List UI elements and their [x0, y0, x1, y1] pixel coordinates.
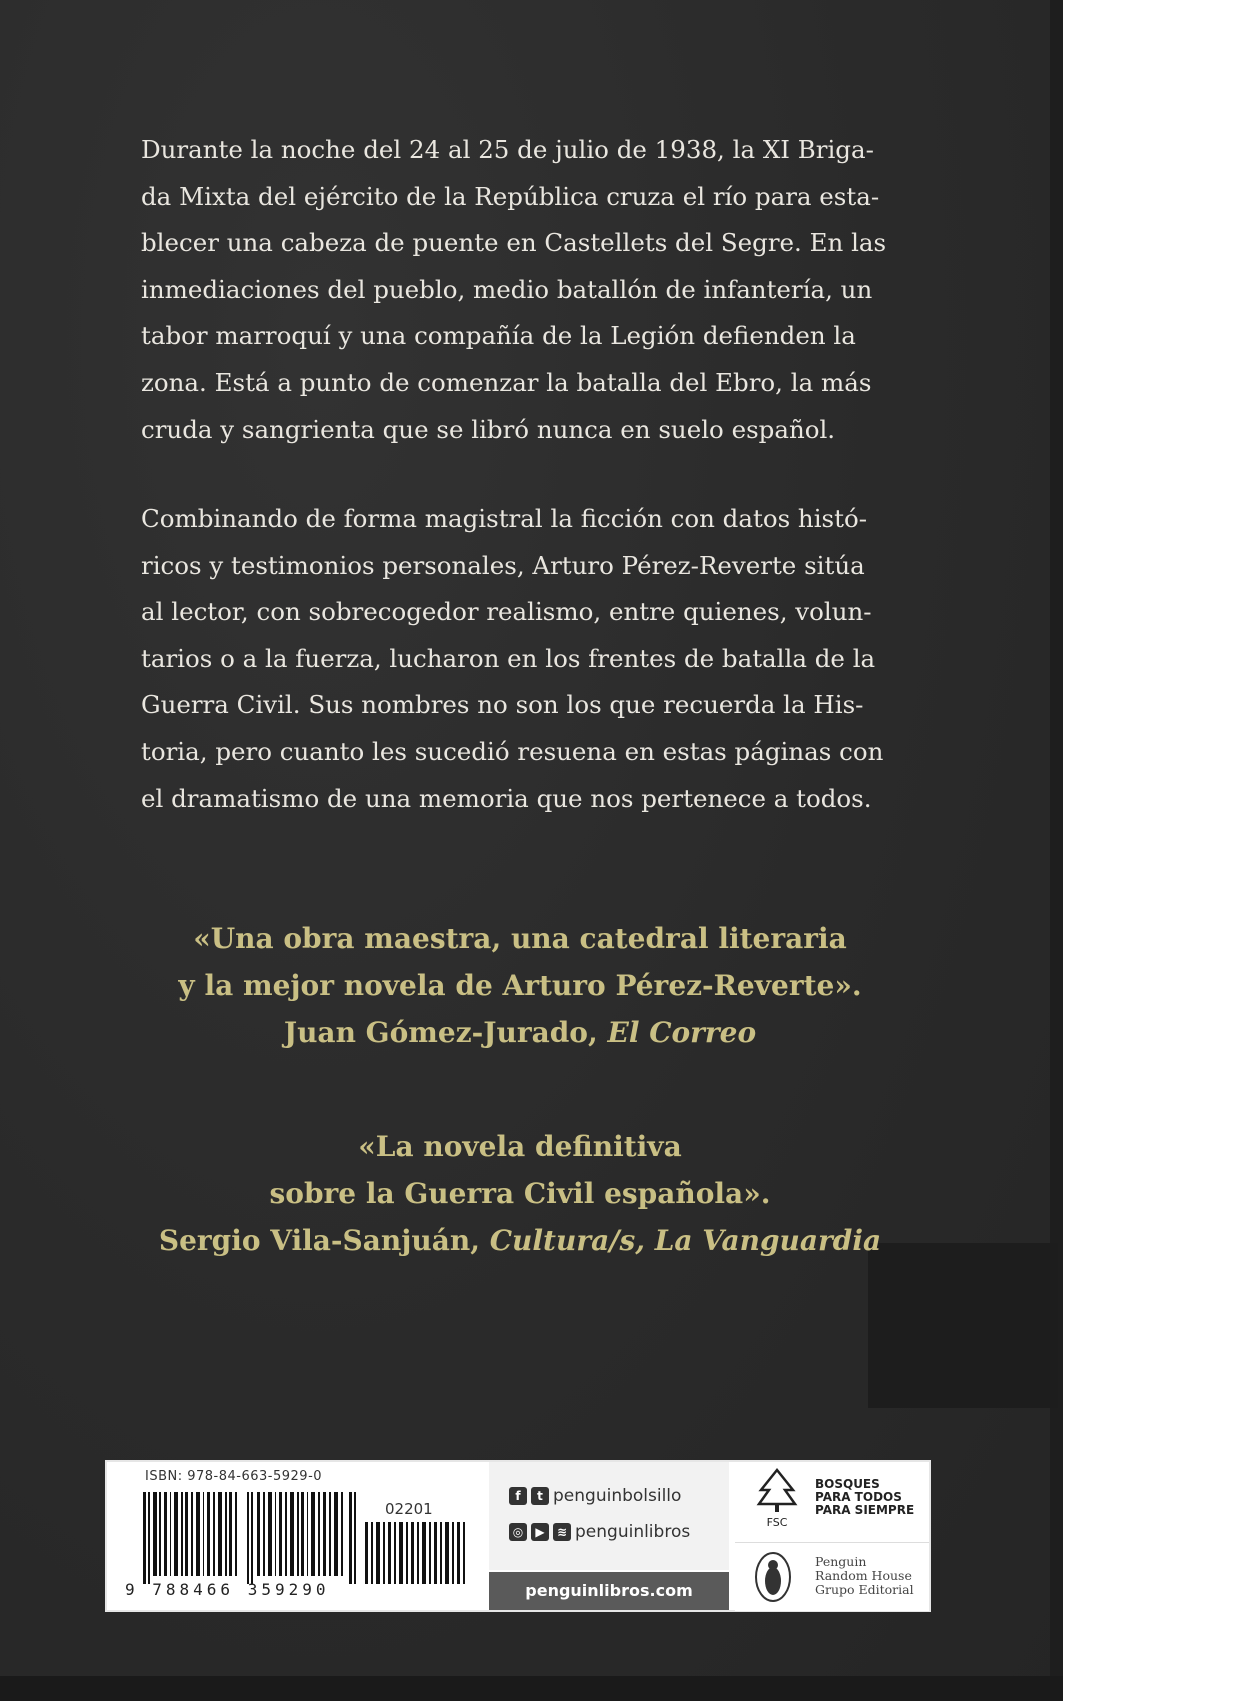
synopsis-line: el dramatismo de una memoria que nos pertenece a todos. [141, 783, 872, 813]
quote-author: Sergio Vila-Sanjuán, [158, 1224, 481, 1257]
quote-line: «Una obra maestra, una catedral literaria [193, 922, 847, 955]
fsc-slogan-line: BOSQUES [815, 1477, 880, 1491]
synopsis-line: toria, pero cuanto les sucedió resuena en estas páginas con [141, 736, 884, 766]
website-link[interactable]: penguinlibros.com [489, 1572, 729, 1610]
quote-outlet: El Correo [607, 1016, 757, 1049]
dark-patch [868, 1243, 1058, 1408]
cover-edge [1050, 0, 1063, 1701]
penguin-logo-icon [753, 1551, 793, 1603]
synopsis-line: inmediaciones del pueblo, medio batallón de infantería, un [141, 274, 873, 304]
addon-barcode-icon [363, 1522, 473, 1584]
quote-author: Juan Gómez-Jurado, [283, 1016, 598, 1049]
synopsis-line: cruda y sangrienta que se libró nunca en suelo español. [141, 414, 836, 444]
publisher-name [815, 1555, 914, 1597]
quote-source [120, 1217, 920, 1264]
barcode-block [107, 1462, 484, 1610]
publisher-block [735, 1542, 929, 1611]
publisher-line: Grupo Editorial [815, 1582, 914, 1597]
quote-outlet: Cultura/s, La Vanguardia [489, 1224, 882, 1257]
review-quote-1 [120, 915, 920, 1056]
synopsis-paragraph-1 [141, 127, 899, 453]
social-block [489, 1462, 729, 1570]
publisher-line: Penguin [815, 1554, 867, 1569]
quote-line: «La novela definitiva [358, 1130, 682, 1163]
synopsis-line: ricos y testimonios personales, Arturo Pérez-Reverte sitúa [141, 550, 865, 580]
synopsis-line: al lector, con sobrecogedor realismo, entre quienes, volun- [141, 597, 872, 627]
fsc-block [735, 1462, 929, 1538]
spotify-icon: ≋ [553, 1523, 571, 1541]
fsc-label: FSC [766, 1516, 788, 1528]
twitter-icon: t [531, 1487, 549, 1505]
cover-bottom-edge [0, 1676, 1063, 1701]
quote-source [120, 1009, 920, 1056]
barcode-panel [107, 1462, 929, 1610]
isbn-label: ISBN: 978-84-663-5929-0 [145, 1469, 323, 1484]
fsc-slogan-line: PARA SIEMPRE [815, 1503, 915, 1517]
synopsis-line: tarios o a la fuerza, lucharon en los frentes de batalla de la [141, 643, 876, 673]
price-code: 02201 [385, 1500, 433, 1518]
quote-line: y la mejor novela de Arturo Pérez-Reverte». [178, 969, 862, 1002]
synopsis-line: Combinando de forma magistral la ficción con datos histó- [141, 504, 867, 533]
synopsis-line: Durante la noche del 24 al 25 de julio de 1938, la XI Briga- [141, 135, 874, 164]
synopsis-paragraph-2 [141, 496, 899, 822]
barcode-icon [143, 1492, 359, 1584]
social-row-2[interactable] [509, 1522, 690, 1542]
synopsis-line: Guerra Civil. Sus nombres no son los que recuerda la His- [141, 690, 864, 720]
publisher-line: Random House [815, 1568, 912, 1583]
synopsis-line: blecer una cabeza de puente en Castellets del Segre. En las [141, 228, 887, 258]
social-row-1[interactable] [509, 1486, 681, 1506]
synopsis-line: zona. Está a punto de comenzar la batalla del Ebro, la más [141, 367, 872, 397]
synopsis-line: da Mixta del ejército de la República cruza el río para esta- [141, 181, 880, 211]
fsc-slogan-line: PARA TODOS [815, 1490, 902, 1504]
social-handle-1: penguinbolsillo [553, 1486, 682, 1506]
synopsis-line: tabor marroquí y una compañía de la Legión defienden la [141, 321, 856, 351]
social-handle-2: penguinlibros [575, 1522, 691, 1542]
fsc-slogan [815, 1478, 914, 1517]
review-quote-2 [120, 1123, 920, 1264]
barcode-digits: 9 788466 359290 [125, 1580, 330, 1599]
youtube-icon: ▶ [531, 1523, 549, 1541]
fsc-tree-icon [755, 1468, 799, 1528]
facebook-icon: f [509, 1487, 527, 1505]
quote-line: sobre la Guerra Civil española». [269, 1177, 771, 1210]
instagram-icon: ◎ [509, 1523, 527, 1541]
